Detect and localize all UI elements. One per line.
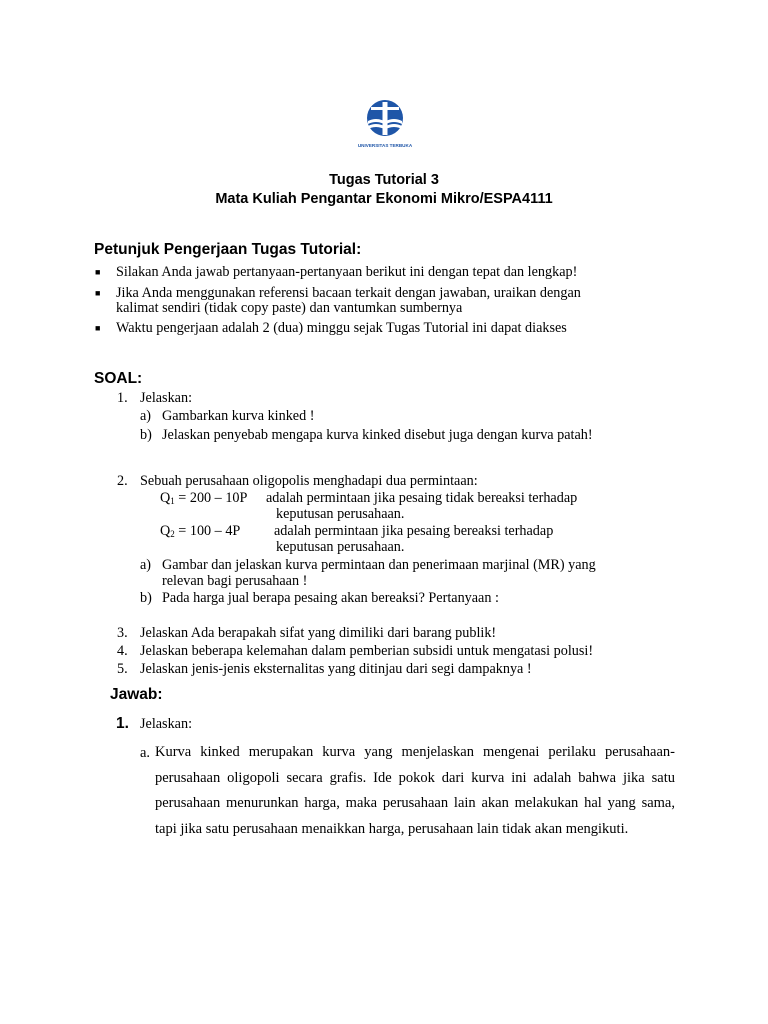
universitas-terbuka-logo bbox=[357, 99, 413, 151]
answer-text: Jelaskan: bbox=[140, 716, 193, 732]
question-number: 2. bbox=[117, 473, 128, 489]
document-title: Tugas Tutorial 3 bbox=[329, 172, 439, 188]
equation-description-continued: keputusan perusahaan. bbox=[276, 539, 405, 555]
sub-question-text: Jelaskan penyebab mengapa kurva kinked disebut juga dengan kurva patah! bbox=[162, 427, 593, 443]
answer-paragraph: Kurva kinked merupakan kurva yang menjelaskan mengenai perilaku perusahaan-perusahaan oligopoli secara grafis. Ide pokok dari kurva ini adalah bahwa jika satu perusahaan menurunkan harga, maka perusahaan lain akan melakukan hal yang sama, tapi jika satu perusahaan menaikkan harga, perusahaan lain tidak akan mengikuti. bbox=[155, 744, 675, 837]
bullet-icon: ■ bbox=[95, 323, 101, 333]
question-text: Jelaskan beberapa kelemahan dalam pemberian subsidi untuk mengatasi polusi! bbox=[140, 643, 594, 659]
instruction-item: Jika Anda menggunakan referensi bacaan terkait dengan jawaban, uraikan dengan bbox=[116, 285, 581, 301]
question-number: 4. bbox=[117, 643, 128, 659]
sub-question-text: Gambarkan kurva kinked ! bbox=[162, 408, 315, 424]
answer-number: 1. bbox=[116, 715, 129, 732]
course-title: Mata Kuliah Pengantar Ekonomi Mikro/ESPA4111 bbox=[215, 191, 553, 207]
demand-equation-1: $Q_1 = 200 - 10P$ bbox=[160, 490, 248, 506]
sub-question-label: b) bbox=[140, 590, 152, 606]
instructions-heading: Petunjuk Pengerjaan Tugas Tutorial: bbox=[94, 241, 362, 258]
question-text: Jelaskan Ada berapakah sifat yang dimiliki dari barang publik! bbox=[140, 625, 497, 641]
equation-description: adalah permintaan jika pesaing bereaksi terhadap bbox=[274, 523, 554, 539]
instruction-item-continued: kalimat sendiri (tidak copy paste) dan vantumkan sumbernya bbox=[116, 300, 463, 316]
question-text: Jelaskan: bbox=[140, 390, 193, 406]
bullet-icon: ■ bbox=[95, 267, 101, 277]
sub-question-text: Pada harga jual berapa pesaing akan bereaksi? Pertanyaan : bbox=[162, 590, 499, 606]
equation-description: adalah permintaan jika pesaing tidak bereaksi terhadap bbox=[266, 490, 578, 506]
sub-question-label: b) bbox=[140, 427, 152, 443]
question-text: Jelaskan jenis-jenis eksternalitas yang ditinjau dari segi dampaknya ! bbox=[140, 661, 532, 677]
logo-text: UNIVERSITAS TERBUKA bbox=[357, 143, 413, 148]
sub-question-text: Gambar dan jelaskan kurva permintaan dan penerimaan marjinal (MR) yang bbox=[162, 557, 596, 573]
sub-question-text-continued: relevan bagi perusahaan ! bbox=[162, 573, 308, 589]
demand-equation-2: $Q_2 = 100 - 4P$ bbox=[160, 523, 241, 539]
instruction-item: Waktu pengerjaan adalah 2 (dua) minggu sejak Tugas Tutorial ini dapat diakses bbox=[116, 320, 567, 336]
soal-heading: SOAL: bbox=[94, 370, 143, 387]
bullet-icon: ■ bbox=[95, 288, 101, 298]
sub-question-label: a) bbox=[140, 557, 152, 573]
jawab-heading: Jawab: bbox=[110, 686, 163, 703]
answer-sub-label: a. bbox=[140, 745, 151, 761]
instruction-item: Silakan Anda jawab pertanyaan-pertanyaan berikut ini dengan tepat dan lengkap! bbox=[116, 264, 578, 280]
equation-description-continued: keputusan perusahaan. bbox=[276, 506, 405, 522]
question-number: 3. bbox=[117, 625, 128, 641]
question-number: 1. bbox=[117, 390, 128, 406]
question-number: 5. bbox=[117, 661, 128, 677]
question-text: Sebuah perusahaan oligopolis menghadapi dua permintaan: bbox=[140, 473, 478, 489]
sub-question-label: a) bbox=[140, 408, 152, 424]
